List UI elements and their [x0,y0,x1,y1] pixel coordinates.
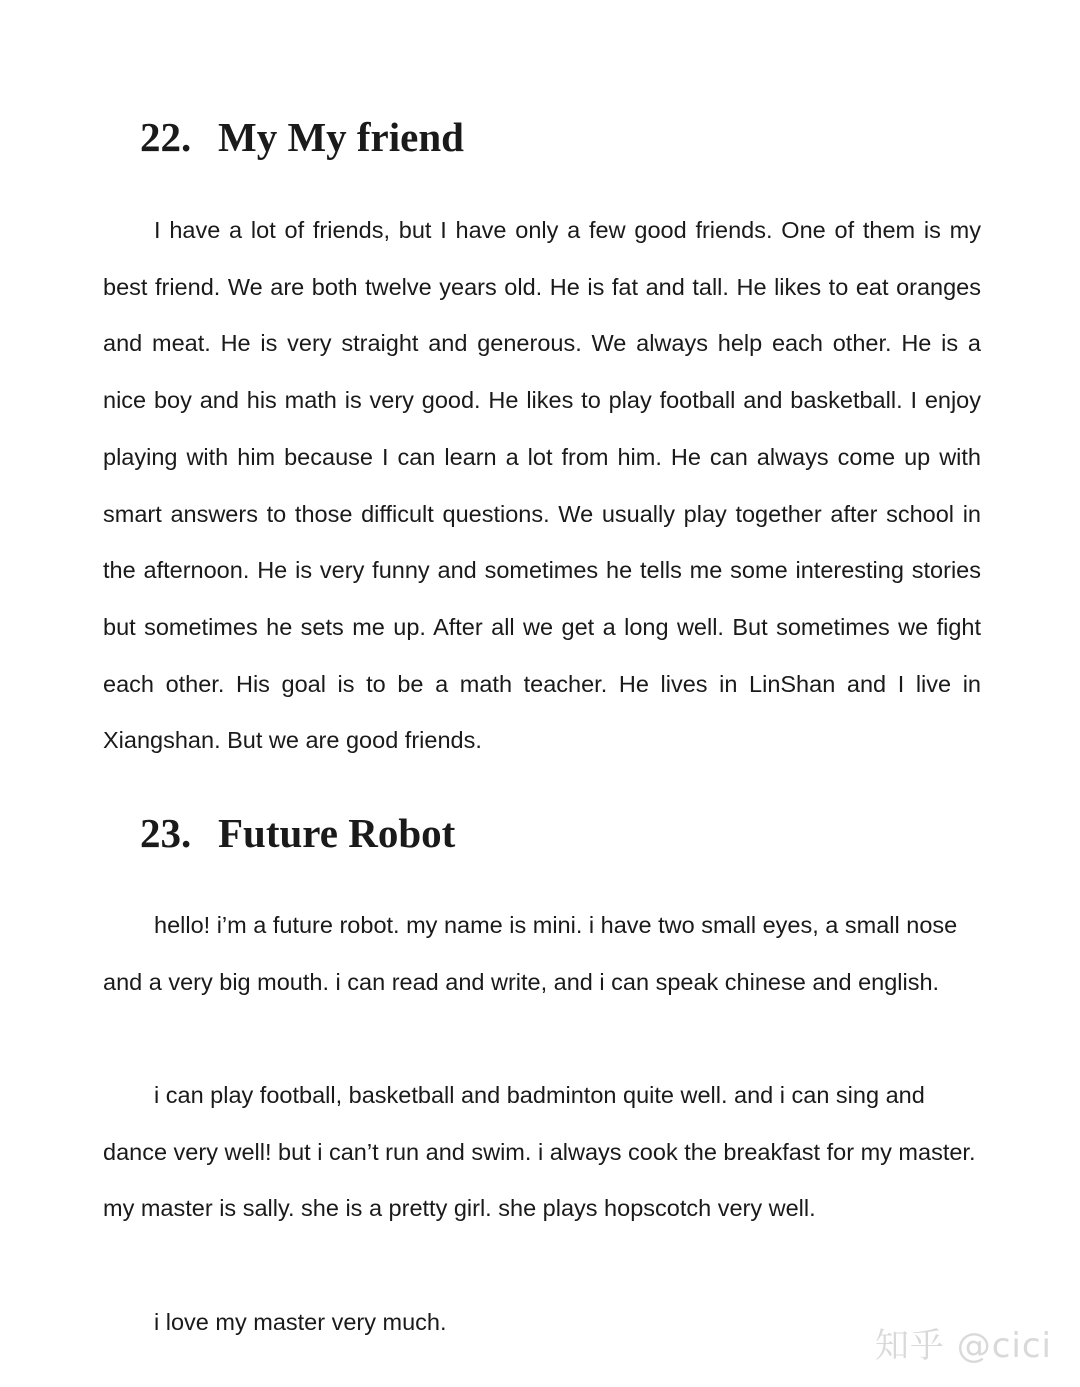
section-number: 23. [140,810,192,856]
section-23-paragraph-2: i can play football, basketball and badminton quite well. and i can sing and dance very well! but i can’t run and swim. i always cook the breakfast for my master. my master is sally. she is a pretty girl. she plays hopscotch very well. [103,1082,976,1222]
section-22-paragraph: I have a lot of friends, but I have only a few good friends. One of them is my best friend. We are both twelve years old. He is fat and tall. He likes to eat oranges and meat. He is very straight and generous. We always help each other. He is a nice boy and his math is very good. He likes to play football and basketball. I enjoy playing with him because I can learn a lot from him. He can always come up with smart answers to those difficult questions. We usually play together after school in the afternoon. He is very funny and sometimes he tells me some interesting stories but sometimes he sets me up. After all we get a long well. But sometimes we fight each other. His goal is to be a math teacher. He lives in LinShan and I live in Xiangshan. But we are good friends. [103,217,981,754]
watermark: 知乎 @cici [874,1326,1052,1366]
section-heading-22 [140,114,464,160]
section-number: 22. [140,114,192,160]
section-23-paragraph-1: hello! i’m a future robot. my name is mini. i have two small eyes, a small nose and a very big mouth. i can read and write, and i can speak chinese and english. [103,912,958,995]
section-title: My My friend [218,114,464,160]
section-title: Future Robot [218,810,456,856]
section-heading-23 [140,810,456,856]
section-23-paragraph-3: i love my master very much. [154,1309,447,1335]
